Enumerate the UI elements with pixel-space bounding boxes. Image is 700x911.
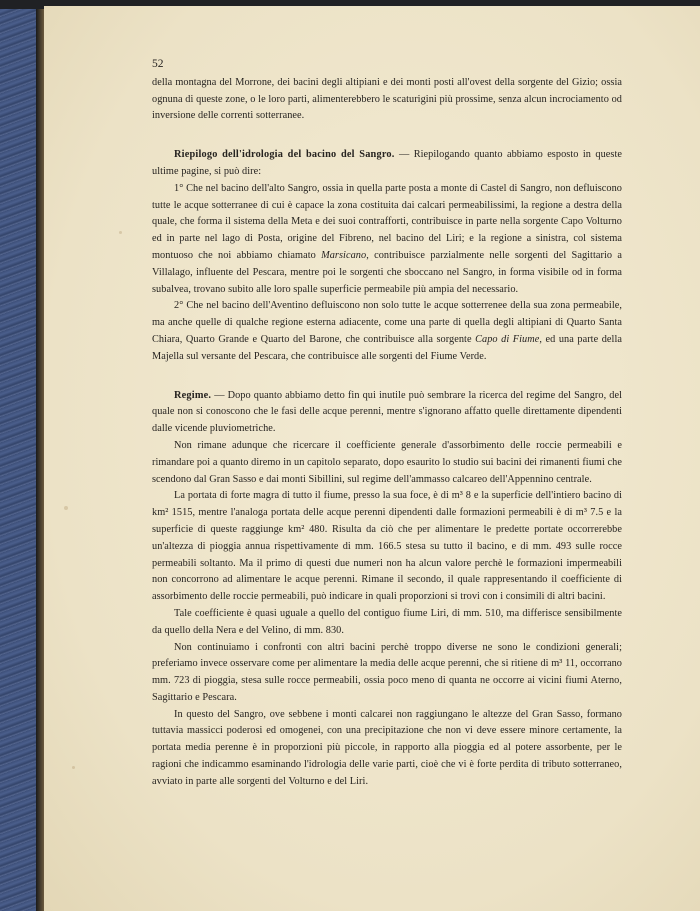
italic-term: Marsicano: [321, 249, 367, 261]
point-text: , contribuisce parzialmente nelle sorgenti del Sagittario a Villalago, influente del Pescara, mentre poi le sorgenti che sboccano nel Sangro, in forma visibile od in forma subalvea, trovano subito alle loro spalle superficie permeabile più ampia del necessario.: [152, 249, 622, 295]
point-text: 2° Che nel bacino dell'Aventino defluiscono non solo tutte le acque sotterrenee della sua zona permeabile, ma anche quelle di qualche regione esterna adiacente, come una parte di quella degli altipiani di Quarto Santa Chiara, Quarto Grande e Quarto del Barone, che contribuisce alla sorgente: [152, 300, 622, 345]
paragraph: Non rimane adunque che ricercare il coefficiente generale d'assorbimento delle roccie permeabili e rimandare poi a quanto diremo in un capitolo separato, dopo esaurito lo studio sui bacini dei rimanenti fiumi che scendono dal Gran Sasso e dai monti Sibillini, sul regime dell'ammasso calcareo dell'Appennino centrale.: [152, 439, 622, 485]
point-2: [152, 298, 622, 365]
paragraph-continuation: della montagna del Morrone, dei bacini degli altipiani e dei monti posti all'ovest della sorgente del Gizio; ossia ognuna di queste zone, o le loro parti, alimenterebbero le scaturigini più prossime, senza alcun incrociamento od inversione delle correnti sotterranee.: [152, 76, 622, 122]
paragraph: Non continuiamo i confronti con altri bacini perchè troppo diverse ne sono le condizioni generali; preferiamo invece osservare come per alimentare la media delle acque perenni, che si ritiene di m³ 11, occorrano mm. 723 di pioggia, stesa sulle rocce permeabili, ossia poco meno di quanta ne occorre ai vicini fiumi Aterno, Sagittario e Pescara.: [152, 641, 622, 703]
page-number: 52: [152, 58, 164, 70]
section-heading: Riepilogo dell'idrologia del bacino del Sangro.: [174, 149, 395, 161]
paragraph: In questo del Sangro, ove sebbene i monti calcarei non raggiungano le altezze del Gran Sasso, formano tuttavia massicci poderosi ed omogenei, con una precipitazione che non vi deve essere minore certamente, la portata media perenne è in proporzioni più piccole, in rapporto alla pioggia ed al potere assorbente, per le ragioni che indicammo esaminando l'idrologia delle varie parti, cioè che vi è forte perdita di tributo sotterraneo, avviato in parte alle sorgenti del Volturno e del Liri.: [152, 708, 622, 787]
paper-spot: [72, 766, 75, 769]
section-heading: Regime.: [174, 389, 212, 401]
italic-term: Capo di Fiume: [475, 333, 540, 345]
point-text: 1° Che nel bacino dell'alto Sangro, ossia in quella parte posta a monte di Castel di Sangro, non defluiscono tutte le acque sotterranee di cui è capace la zona costituita dai calcari permeabilissimi, la regione a destra della quale, che forma il sistema della Meta e dei suoi contrafforti, contribuisce in parte nella sorgente Capo Volturno ed in parte nel lago di Posta, origine del Fibreno, nel bacino del Liri; e la regione a sinistra, col sistema montuoso che noi abbiamo chiamato: [152, 182, 622, 261]
section-riepilogo: [152, 147, 622, 181]
point-text: , ed una parte della Majella sul versante del Pescara, che contribuisce alle sorgenti del Fiume Verde.: [152, 333, 622, 362]
section-regime: [152, 388, 622, 438]
page-text: [152, 56, 622, 791]
point-1: [152, 181, 622, 299]
section-intro: — Riepilogando quanto abbiamo esposto in queste ultime pagine, si può dire:: [152, 149, 622, 177]
binding-shadow: [36, 0, 44, 911]
paragraph: La portata di forte magra di tutto il fiume, presso la sua foce, è di m³ 8 e la superficie dell'intiero bacino di km² 1515, mentre l'analoga portata delle acque perenni dipendenti dalle formazioni permeabili è di m³ 7.5 e la superficie di queste raggiunge km² 480. Risulta da ciò che per alimentare le predette portate occorrerebbe un'altezza di pioggia annua rispettivamente di mm. 166.5 stesa su tutto il bacino, e di mm. 493 sulle rocce permeabili soltanto. Ma il primo di questi due numeri non ha alcun valore perchè le formazioni impermeabili non concorrono ad alimentare le acque perenni. Rimane il secondo, il quale rappresentando il coefficiente di assorbimento delle roccie permeabili, può indicare in quali proporzioni si trovi con i consimili di altri bacini.: [152, 490, 622, 603]
paper-spot: [64, 506, 68, 510]
paper-spot: [119, 231, 122, 234]
paragraph: Tale coefficiente è quasi uguale a quello del contiguo fiume Liri, di mm. 510, ma differisce sensibilmente da quello della Nera e del Velino, di mm. 830.: [152, 607, 622, 636]
section-intro: — Dopo quanto abbiamo detto fin qui inutile può sembrare la ricerca del regime del Sangro, del quale non si conoscono che le fasi delle acque perenni, mentre s'ignorano affatto quelle direttamente dipendenti dalle vicende pluviometriche.: [152, 389, 622, 435]
